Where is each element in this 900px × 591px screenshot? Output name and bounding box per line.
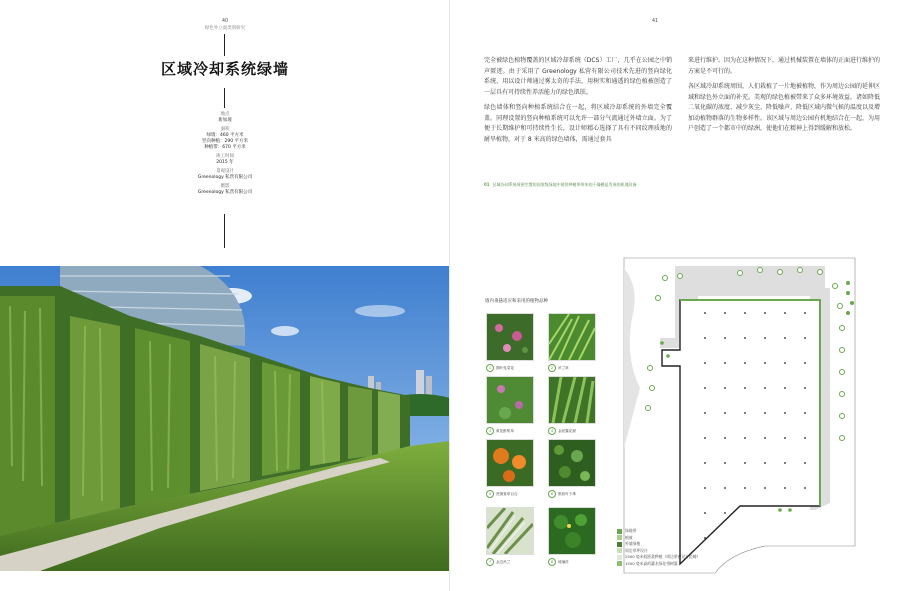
plant-grid <box>486 313 602 573</box>
plant-card <box>548 313 594 372</box>
legend-item <box>617 554 700 561</box>
green-wall-photo <box>0 266 450 571</box>
body-paragraph: 绿色墙体和竖向种植系统结合在一起，将区域冷却系统的外墙完全覆盖。同理设置的竖向种植系统可以允许一部分气流通过外墙立面。为了便于长期维护和可持续性生长，设计师精心选择了具有不同纹理质地的耐旱植物，对于 8 米高的绿色墙体，需通过套具 <box>484 104 672 143</box>
body-column-2 <box>688 56 880 140</box>
plant-label <box>486 364 532 372</box>
article-title: 区域冷却系统绿墙 <box>160 60 289 78</box>
credit-value-area: 绿墙：460 平方米 竖向种植：290 平方米 种植带：670 平方米 <box>201 133 249 150</box>
rule-mid <box>224 88 225 108</box>
credit-value-completion: 2015 年 <box>216 160 234 165</box>
plant-number: 6 <box>548 490 556 498</box>
legend-label: 周边草坪设计 <box>625 547 648 553</box>
plant-name: 圆叶苋菜花 <box>496 365 514 370</box>
legend-swatch <box>617 561 622 566</box>
plant-card <box>486 507 532 566</box>
plant-photo <box>548 507 596 555</box>
plant-photo <box>486 439 534 487</box>
legend-swatch <box>617 535 622 540</box>
plant-number: 5 <box>486 490 494 498</box>
project-credits <box>175 112 275 199</box>
legend-label: 1500 毫米高的灌木绿化带树篱 <box>625 560 678 566</box>
figure-caption-text: 区域冷却系统周围空置的国家级绿地中使用种植带带来的干燥模是发展的机遇设备 <box>492 182 637 187</box>
plant-label <box>548 558 594 566</box>
credit-value-landscape: Greenology 私营有限公司 <box>197 175 253 180</box>
legend-swatch <box>617 542 622 547</box>
plant-number: 4 <box>548 427 556 435</box>
plant-label <box>486 490 532 498</box>
credit-label-area: 面积 <box>220 127 230 132</box>
legend-swatch <box>617 529 622 534</box>
plant-photo <box>548 439 596 487</box>
plant-card <box>548 376 594 435</box>
plant-label <box>548 490 594 498</box>
rule-top <box>224 34 225 56</box>
figure-caption-number: 01 <box>484 182 490 187</box>
plant-card <box>486 376 532 435</box>
plant-name: 吊兰草 <box>558 365 569 370</box>
legend-label: 绿地带 <box>625 528 637 534</box>
legend-swatch <box>617 548 622 553</box>
plant-label <box>486 558 532 566</box>
running-head: 绿色外立面类别研究 <box>204 26 246 31</box>
credit-value-photography: Greenology 私营有限公司 <box>197 190 253 195</box>
figure-caption <box>484 181 684 189</box>
legend-item <box>617 561 700 568</box>
body-paragraph: 各区域冷却系统周围，人们栽植了一片地被植物，作为周边公园的延伸区域和绿色外立面的补充。美观的绿色植被带来了众多环境效益，诸如降低二氧化碳的浓度、减少灰尘、降低噪声、降低区域内微气候的温度以及增加动植物群落的生物多样性。该区域与周边公园有机地结合在一起，为用户创造了一个都市中的绿洲，使他们在精神上得到缓解和放松。 <box>688 83 881 132</box>
plant-card <box>486 313 532 372</box>
plant-label <box>548 364 594 372</box>
plant-number: 3 <box>486 427 494 435</box>
body-paragraph: 来进行维护。因为在这种情况下，通过机械装置在墙体的正面进行维护的方案是不可行的。 <box>688 57 881 75</box>
plant-name: 金丝露花树 <box>558 428 576 433</box>
plant-card <box>548 439 594 498</box>
plant-number: 1 <box>486 364 494 372</box>
plant-label <box>548 427 594 435</box>
plant-section-title: 墙内垂悬适应和采用的植物品种 <box>485 299 548 304</box>
page-number-left: 40 <box>221 18 229 24</box>
rule-bottom <box>224 214 225 248</box>
plant-photo <box>486 313 534 361</box>
plant-card <box>548 507 594 566</box>
legend-label: 2500 毫米间距栽种植（周边景观设计范畴） <box>625 554 701 560</box>
plant-photo <box>486 507 534 555</box>
plant-card <box>486 439 532 498</box>
body-paragraph: 完全被绿色植物覆盖的区域冷却系统（DCS）工厂，几乎在公园之中销声匿迹。由于采用了 Greenology 私营有限公司技术先进的竖向绿化系统，用以设计师通过雾太奇的手法，用树实和通透的绿色植被创造了一层具有可持续性养活能力的绿色肌肤。 <box>484 57 672 96</box>
credit-label-completion: 竣工时间 <box>216 154 234 159</box>
legend-label: 植被 <box>625 534 633 540</box>
plant-name: 黄花酢浆草 <box>496 428 514 433</box>
body-column-1 <box>484 56 672 150</box>
plant-name: 虎斑萱草百合 <box>496 491 518 496</box>
plant-label <box>486 427 532 435</box>
plant-photo <box>548 376 596 424</box>
legend-swatch <box>617 555 622 560</box>
plant-number: 7 <box>486 558 494 566</box>
credit-label-photography: 摄影 <box>220 184 230 189</box>
credit-label-landscape: 景观设计 <box>216 169 234 174</box>
plant-number: 8 <box>548 558 556 566</box>
plan-legend <box>617 528 700 567</box>
page-number-right: 41 <box>651 18 659 24</box>
credit-value-location: 新加坡 <box>218 118 232 123</box>
legend-label: 外墙绿植 <box>625 541 641 547</box>
plant-number: 2 <box>548 364 556 372</box>
credit-label-location: 地点 <box>220 112 230 117</box>
plant-name: 金边吊兰 <box>496 559 511 564</box>
plant-photo <box>548 313 596 361</box>
plant-name: 琉璃苣 <box>558 559 569 564</box>
plant-name: 银丝叶下珠 <box>558 491 576 496</box>
plant-photo <box>486 376 534 424</box>
